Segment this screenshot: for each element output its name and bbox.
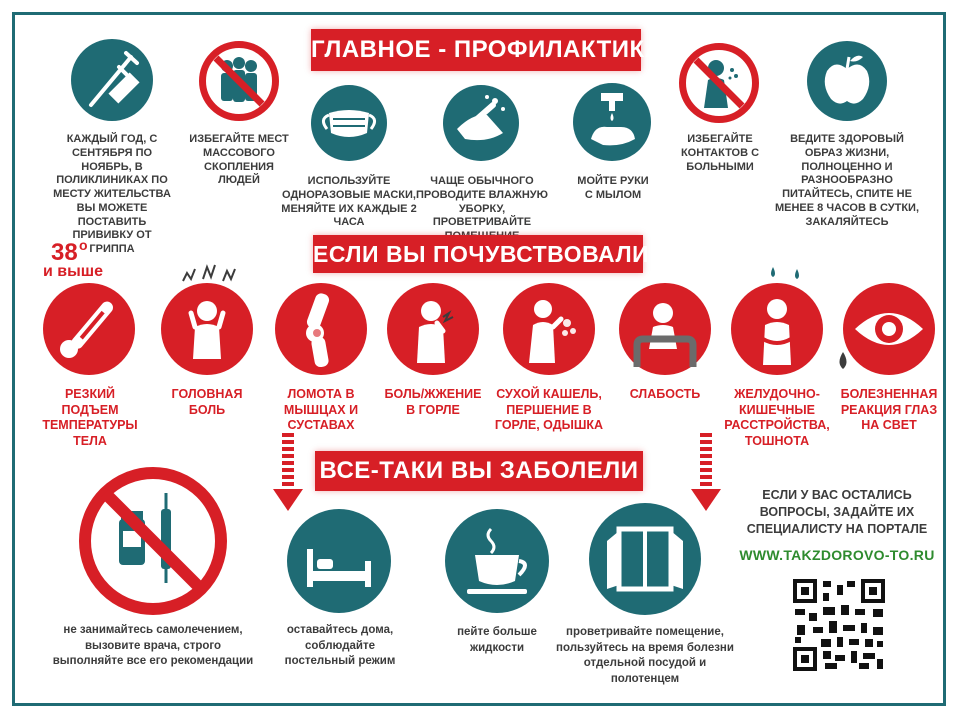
- hand-wash-icon: [573, 83, 651, 161]
- prevention-caption-4: ЧАЩЕ ОБЫЧНОГО ПРОВОДИТЕ ВЛАЖНУЮ УБОРКУ, ПРОВЕТРИВАЙТЕ: [416, 175, 548, 229]
- joint-pain-icon: [275, 283, 367, 375]
- sweat-drops-icon: [767, 265, 807, 283]
- poster: [12, 12, 946, 706]
- sore-throat-icon: [387, 283, 479, 375]
- symptom-caption-1: РЕЗКИЙ ПОДЪЕМ ТЕМПЕРАТУРЫ ТЕЛА: [42, 387, 138, 448]
- prevention-caption-7: ВЕДИТЕ ЗДОРОВЫЙ ОБРАЗ ЖИЗНИ, ПОЛНОЦЕННО И РАЗНООБРАЗНО ПИТАЙТЕСЬ, СПИТЕ НЕ МЕНЕЕ 8 ЧАСОВ В СУТКИ, ЗАКАЛЯЙТЕСЬ: [774, 133, 919, 228]
- headache-icon: [161, 283, 253, 375]
- symptom-caption-3: ЛОМОТА В МЫШЦАХ И СУСТАВАХ: [283, 387, 359, 433]
- apple-icon: [807, 41, 887, 121]
- prevention-caption-2: ИЗБЕГАЙТЕ МЕСТ МАССОВОГО СКОПЛЕНИЯ ЛЮДЕЙ: [189, 133, 289, 187]
- thermometer-icon: [43, 283, 135, 375]
- tea-cup-icon: [445, 509, 549, 613]
- qr-code-icon[interactable]: [793, 579, 885, 671]
- headache-pain-marks-icon: [179, 263, 239, 283]
- action-caption-1: не занимайтесь самолечением, вызовите врача, строго выполняйте все его рекомендации: [52, 624, 254, 668]
- symptom-caption-5: СУХОЙ КАШЕЛЬ, ПЕРШЕНИЕ В ГОРЛЕ, ОДЫШКА: [494, 387, 604, 433]
- portal-link[interactable]: WWW.TAKZDOROVO-TO.RU: [739, 547, 935, 563]
- symptom-caption-2: ГОЛОВНАЯ БОЛЬ: [171, 387, 243, 417]
- syringe-icon: [71, 39, 153, 121]
- sick-contact-prohibited-icon: [679, 43, 759, 123]
- prevention-caption-5: МОЙТЕ РУКИ С МЫЛОМ: [577, 175, 649, 201]
- window-icon: [589, 503, 701, 615]
- temperature-degree: о: [79, 237, 88, 253]
- crowd-prohibited-icon: [199, 41, 279, 121]
- temperature-badge: [43, 239, 153, 287]
- action-caption-3: пейте больше жидкости: [457, 626, 537, 654]
- action-caption-4: проветривайте помещение, пользуйтесь на время болезни отдельной посудой и полотенцем: [556, 626, 734, 685]
- symptom-caption-6: СЛАБОСТЬ: [629, 387, 701, 401]
- temperature-suffix: и выше: [43, 263, 104, 280]
- down-arrow-left-icon: [271, 433, 305, 513]
- sick-banner: [315, 451, 643, 491]
- prevention-caption-1: КАЖДЫЙ ГОД, С СЕНТЯБРЯ ПО НОЯБРЬ, В ПОЛИКЛИНИКАХ ПО МЕСТУ ЖИТЕЛЬСТВА ВЫ МОЖЕТЕ ПОСТАВИТЬ ПРИВИВКУ ОТ ГРИППА: [53, 133, 171, 255]
- bed-icon: [287, 509, 391, 613]
- eye-icon: [843, 283, 935, 375]
- symptoms-banner: [313, 235, 658, 273]
- header-banner: [311, 29, 663, 71]
- self-medication-prohibited-icon: [79, 467, 227, 615]
- down-arrow-right-icon: [689, 433, 723, 513]
- contact-text: ЕСЛИ У ВАС ОСТАЛИСЬ ВОПРОСЫ, ЗАДАЙТЕ ИХ СПЕЦИАЛИСТУ НА ПОРТАЛЕ: [746, 488, 928, 536]
- symptoms-title: ЕСЛИ ВЫ ПОЧУВСТВОВАЛИ:: [313, 241, 658, 267]
- header-title: ГЛАВНОЕ - ПРОФИЛАКТИКА: [311, 36, 663, 63]
- cleaning-cloth-icon: [443, 85, 519, 161]
- face-mask-icon: [311, 85, 387, 161]
- sick-title: ВСЕ-ТАКИ ВЫ ЗАБОЛЕЛИ: [319, 457, 639, 484]
- prevention-caption-3: ИСПОЛЬЗУЙТЕ ОДНОРАЗОВЫЕ МАСКИ, МЕНЯЙТЕ ИХ КАЖДЫЕ 2 ЧАСА: [281, 175, 417, 229]
- stomach-ache-icon: [731, 283, 823, 375]
- action-caption-2: оставайтесь дома, соблюдайте постельный режим: [284, 624, 396, 668]
- cough-icon: [503, 283, 595, 375]
- symptom-caption-8: БОЛЕЗНЕННАЯ РЕАКЦИЯ ГЛАЗ НА СВЕТ: [840, 387, 938, 433]
- symptom-caption-4: БОЛЬ/ЖЖЕНИЕ В ГОРЛЕ: [384, 387, 482, 417]
- prevention-caption-6: ИЗБЕГАЙТЕ КОНТАКТОВ С БОЛЬНЫМИ: [680, 133, 760, 173]
- weakness-icon: [619, 283, 711, 375]
- symptom-caption-7: ЖЕЛУДОЧНО-КИШЕЧНЫЕ РАССТРОЙСТВА, ТОШНОТА: [724, 387, 830, 448]
- tear-drop-icon: [835, 351, 851, 371]
- temperature-value: 38: [51, 239, 78, 266]
